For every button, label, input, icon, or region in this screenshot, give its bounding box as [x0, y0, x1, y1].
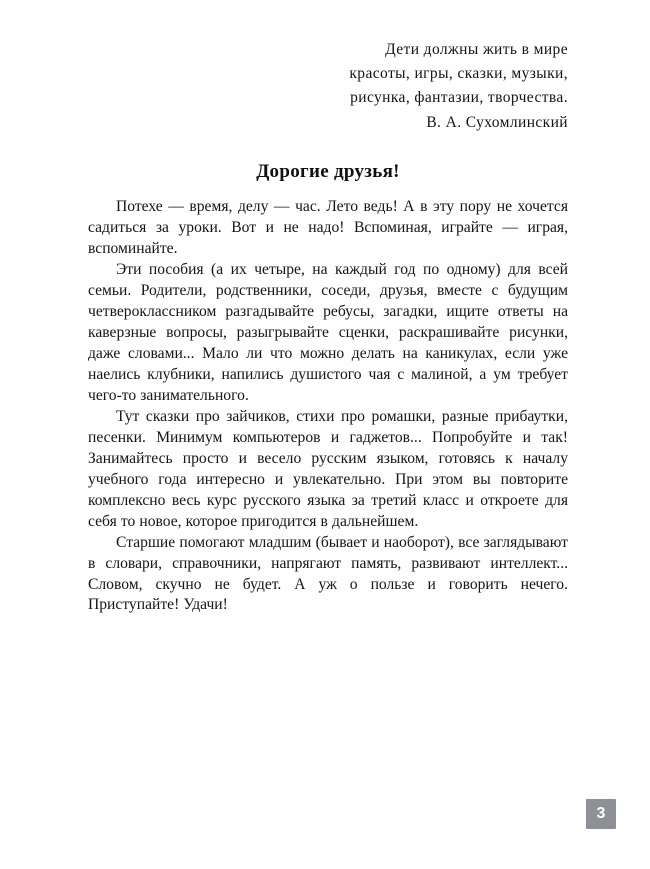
epigraph-line-2: красоты, игры, сказки, музыки, — [349, 65, 568, 83]
paragraph-1: Потехе — время, делу — час. Лето ведь! А в эту пору не хочется садиться за уроки. Вот и не надо! Вспоминая, играйте — играя, вспоминайте. — [88, 198, 568, 257]
page-number: 3 — [586, 799, 616, 829]
epigraph-line-1: Дети должны жить в мире — [385, 41, 568, 58]
epigraph-line-3: рисунка, фантазии, творчества. — [350, 89, 568, 107]
page-title: Дорогие друзья! — [256, 161, 400, 183]
paragraph-2: Эти пособия (а их четыре, на каждый год по одному) для всей семьи. Родители, родственники, соседи, друзья, вместе с будущим четвероклассником разгадывайте ребусы, загадки, ищите ответы на каверзные вопросы, разыгрывайте сценки, раскрашивайте рисунки, даже словами... Мало ли что можно делать на каникулах, если уже наелись клубники, напились душистого чая с малиной, а ум требует чего-то занимательного. — [88, 260, 568, 404]
paragraph-3: Тут сказки про зайчиков, стихи про ромашки, разные прибаутки, песенки. Минимум компьютеров и гаджетов... Попробуйте и так! Занимайтесь просто и весело русским языком, готовясь к началу учебного года интересно и увлекательно. При этом вы повторите комплексно весь курс русского языка за третий класс и откроете для себя то новое, которое пригодится в дальнейшем. — [88, 407, 568, 530]
page-content — [88, 38, 568, 616]
epigraph — [238, 38, 568, 135]
paragraph-4: Старшие помогают младшим (бывает и наоборот), все заглядывают в словари, справочники, напрягают память, развивают интеллект... Словом, скучно не будет. А уж о пользе и говорить нечего. Приступайте! Удачи! — [88, 533, 568, 614]
epigraph-author: В. А. Сухомлинский — [426, 114, 568, 132]
body-text — [88, 197, 568, 616]
